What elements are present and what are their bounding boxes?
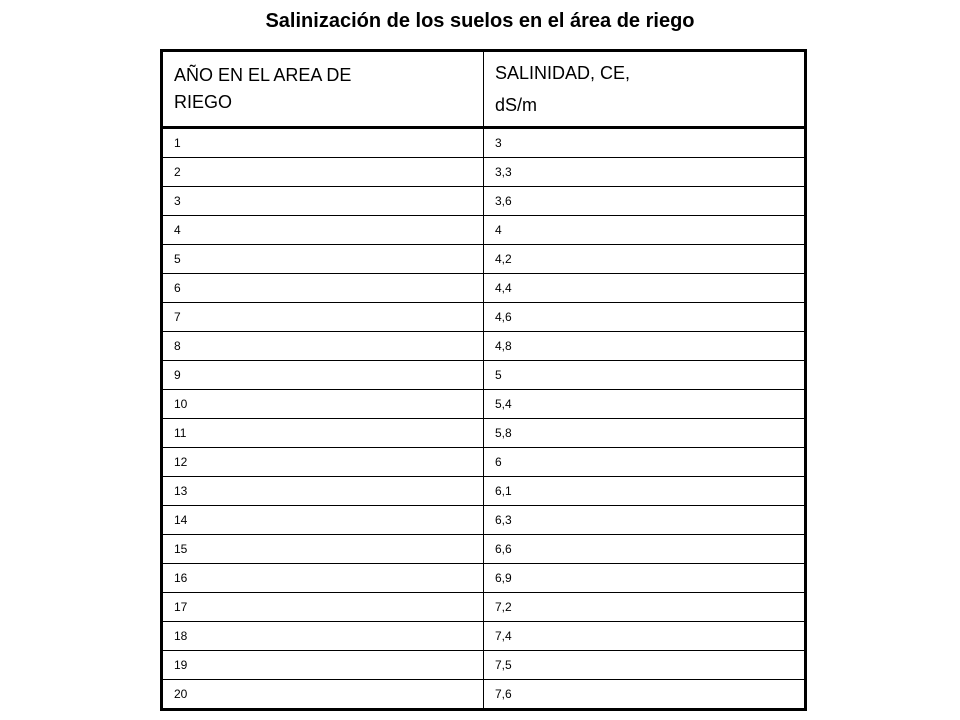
table-row (162, 245, 806, 274)
cell-salinity: 6,1 (484, 477, 806, 506)
header-year (162, 51, 484, 128)
cell-salinity: 3,3 (484, 158, 806, 187)
table-row (162, 128, 806, 158)
cell-salinity: 6,6 (484, 535, 806, 564)
cell-year: 16 (162, 564, 484, 593)
table-row (162, 274, 806, 303)
cell-salinity: 6,9 (484, 564, 806, 593)
cell-salinity: 6,3 (484, 506, 806, 535)
table-row (162, 535, 806, 564)
cell-year: 7 (162, 303, 484, 332)
table-row (162, 158, 806, 187)
table-row (162, 303, 806, 332)
table-row (162, 651, 806, 680)
table-row (162, 564, 806, 593)
cell-year: 6 (162, 274, 484, 303)
table-row (162, 680, 806, 710)
cell-salinity: 4 (484, 216, 806, 245)
header-salinity-line1: SALINIDAD, CE, (495, 62, 631, 83)
cell-year: 14 (162, 506, 484, 535)
table-row (162, 390, 806, 419)
cell-year: 20 (162, 680, 484, 710)
cell-year: 13 (162, 477, 484, 506)
cell-year: 9 (162, 361, 484, 390)
cell-salinity: 6 (484, 448, 806, 477)
table-row (162, 448, 806, 477)
cell-salinity: 3 (484, 128, 806, 158)
cell-year: 4 (162, 216, 484, 245)
header-year-line1: AÑO EN EL AREA DE (174, 65, 352, 85)
cell-salinity: 7,6 (484, 680, 806, 710)
salinity-table (160, 49, 807, 711)
page-title: Salinización de los suelos en el área de riego (265, 10, 695, 32)
cell-salinity: 7,2 (484, 593, 806, 622)
cell-salinity: 4,2 (484, 245, 806, 274)
cell-year: 2 (162, 158, 484, 187)
table-body (162, 128, 806, 710)
cell-salinity: 4,8 (484, 332, 806, 361)
cell-year: 19 (162, 651, 484, 680)
cell-salinity: 7,5 (484, 651, 806, 680)
table-row (162, 187, 806, 216)
table-row (162, 419, 806, 448)
cell-year: 15 (162, 535, 484, 564)
cell-salinity: 7,4 (484, 622, 806, 651)
table-row (162, 477, 806, 506)
header-salinity (484, 51, 806, 128)
cell-salinity: 5,4 (484, 390, 806, 419)
cell-salinity: 4,6 (484, 303, 806, 332)
cell-year: 18 (162, 622, 484, 651)
table-header-row (162, 51, 806, 128)
table-row (162, 593, 806, 622)
table-row (162, 506, 806, 535)
cell-salinity: 5,8 (484, 419, 806, 448)
header-salinity-line2: dS/m (495, 94, 538, 115)
cell-salinity: 5 (484, 361, 806, 390)
table-row (162, 622, 806, 651)
cell-year: 8 (162, 332, 484, 361)
cell-salinity: 3,6 (484, 187, 806, 216)
cell-year: 10 (162, 390, 484, 419)
table-row (162, 361, 806, 390)
cell-year: 5 (162, 245, 484, 274)
cell-year: 17 (162, 593, 484, 622)
cell-year: 12 (162, 448, 484, 477)
table-row (162, 216, 806, 245)
cell-year: 1 (162, 128, 484, 158)
cell-salinity: 4,4 (484, 274, 806, 303)
cell-year: 11 (162, 419, 484, 448)
cell-year: 3 (162, 187, 484, 216)
header-year-line2: RIEGO (174, 92, 233, 112)
table-row (162, 332, 806, 361)
